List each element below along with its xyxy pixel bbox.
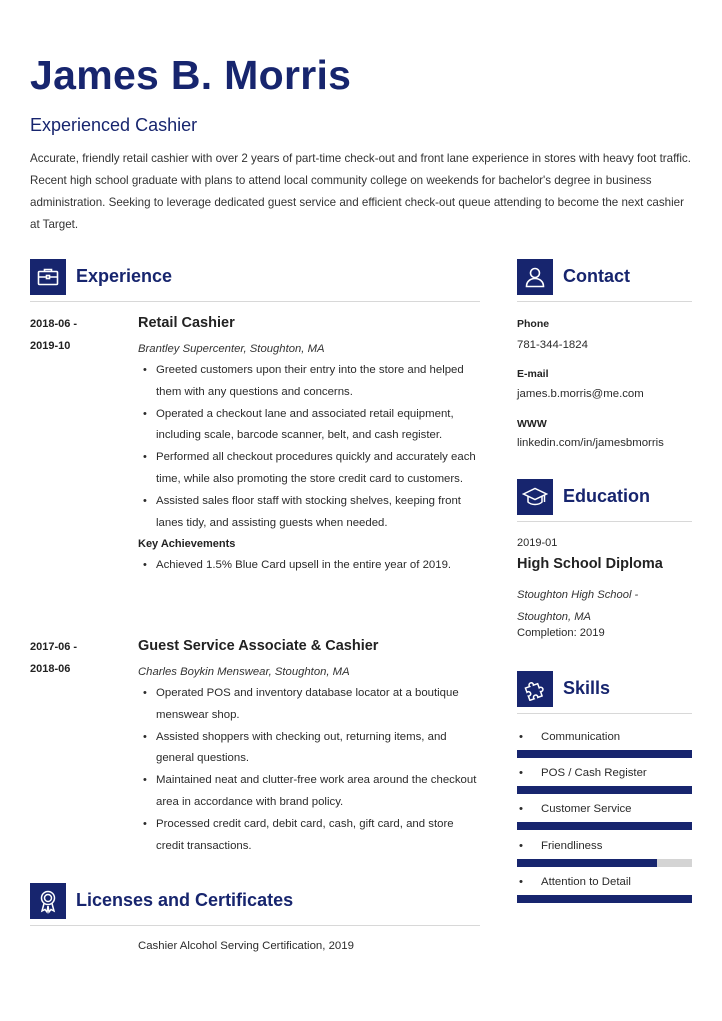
job-date-start: 2018-06 - [30,318,78,330]
skill-level-fill [517,895,692,903]
education-date: 2019-01 [517,537,558,549]
phone-label: Phone [517,318,550,330]
job-entry [138,313,483,577]
skill-level-bar [517,895,692,903]
experience-section-header [30,259,480,297]
education-completion: Completion: 2019 [517,627,605,639]
skill-name: • Attention to Detail [517,874,692,890]
skill-item [517,838,692,867]
briefcase-icon [30,259,66,295]
email-label: E-mail [517,368,549,380]
education-school: Stoughton High School - Stoughton, MA [517,589,639,623]
www-label: WWW [517,418,547,430]
skill-level-bar [517,786,692,794]
job-title: Guest Service Associate & Cashier [138,638,379,654]
job-entry [138,636,483,857]
summary: Accurate, friendly retail cashier with over 2 years of part-time check-out and front lane experience in stores with heavy foot traffic. Recent high school graduate with plans to attend local community college on weekends for bachelor's degree in business administration. Seeking to leverage dedicated guest service and efficient check-out queue attending to become the next cashier at Target. [30,152,691,231]
job-date-end: 2019-10 [30,340,71,352]
job-bullets [138,360,483,534]
divider [30,301,480,302]
skill-level-fill [517,859,657,867]
skills-title: Skills [563,678,611,698]
skill-item [517,729,692,758]
key-achievements-label: Key Achievements [138,538,236,551]
achievement-bullets [138,555,483,577]
certificate-item: Cashier Alcohol Serving Certification, 2019 [138,940,354,952]
divider [517,301,692,302]
licenses-section-header [30,883,480,921]
job-company: Charles Boykin Menswear, Stoughton, MA [138,666,350,678]
puzzle-icon [517,671,553,707]
experience-title: Experience [76,266,173,286]
skill-item [517,874,692,903]
list-item: • Performed all checkout procedures quickly and accurately each time, while also promoting the store credit card to customers. [138,447,483,491]
skill-level-fill [517,822,692,830]
skill-item [517,801,692,830]
skill-name: • Friendliness [517,838,692,854]
job-role: Experienced Cashier [30,115,198,135]
phone-value: 781-344-1824 [517,339,588,351]
skill-name: • POS / Cash Register [517,765,692,781]
list-item: • Processed credit card, debit card, cash, gift card, and store credit transactions. [138,814,483,858]
job-date-range [30,636,120,680]
education-title: Education [563,486,651,506]
job-date-start: 2017-06 - [30,641,78,653]
divider [517,521,692,522]
list-item: • Greeted customers upon their entry into the store and helped them with any questions and concerns. [138,360,483,404]
list-item: • Maintained neat and clutter-free work area around the checkout area in accordance with brand policy. [138,770,483,814]
education-degree: High School Diploma [517,556,663,572]
skills-section-header [517,671,692,709]
list-item: • Assisted shoppers with checking out, returning items, and general questions. [138,727,483,771]
divider [30,925,480,926]
licenses-title: Licenses and Certificates [76,890,294,910]
education-section-header [517,479,692,517]
award-ribbon-icon [30,883,66,919]
contact-title: Contact [563,266,630,286]
graduation-cap-icon [517,479,553,515]
job-date-range [30,313,120,357]
list-item: • Achieved 1.5% Blue Card upsell in the entire year of 2019. [138,555,483,577]
skill-level-fill [517,750,692,758]
skill-name: • Communication [517,729,692,745]
job-title: Retail Cashier [138,315,235,331]
email-value: james.b.morris@me.com [517,388,644,400]
contact-section-header [517,259,692,297]
list-item: • Operated a checkout lane and associated retail equipment, including scale, barcode scanner, belt, and cash register. [138,404,483,448]
user-icon [517,259,553,295]
candidate-name: James B. Morris [30,52,352,98]
skill-item [517,765,692,794]
job-date-end: 2018-06 [30,663,71,675]
divider [517,713,692,714]
skill-level-bar [517,859,692,867]
skill-name: • Customer Service [517,801,692,817]
list-item: • Operated POS and inventory database locator at a boutique menswear shop. [138,683,483,727]
skill-level-bar [517,750,692,758]
skill-level-bar [517,822,692,830]
skill-level-fill [517,786,692,794]
job-bullets [138,683,483,857]
job-company: Brantley Supercenter, Stoughton, MA [138,343,325,355]
list-item: • Assisted sales floor staff with stocking shelves, keeping front lanes tidy, and assisting guests when needed. [138,491,483,535]
www-value: linkedin.com/in/jamesbmorris [517,437,664,449]
